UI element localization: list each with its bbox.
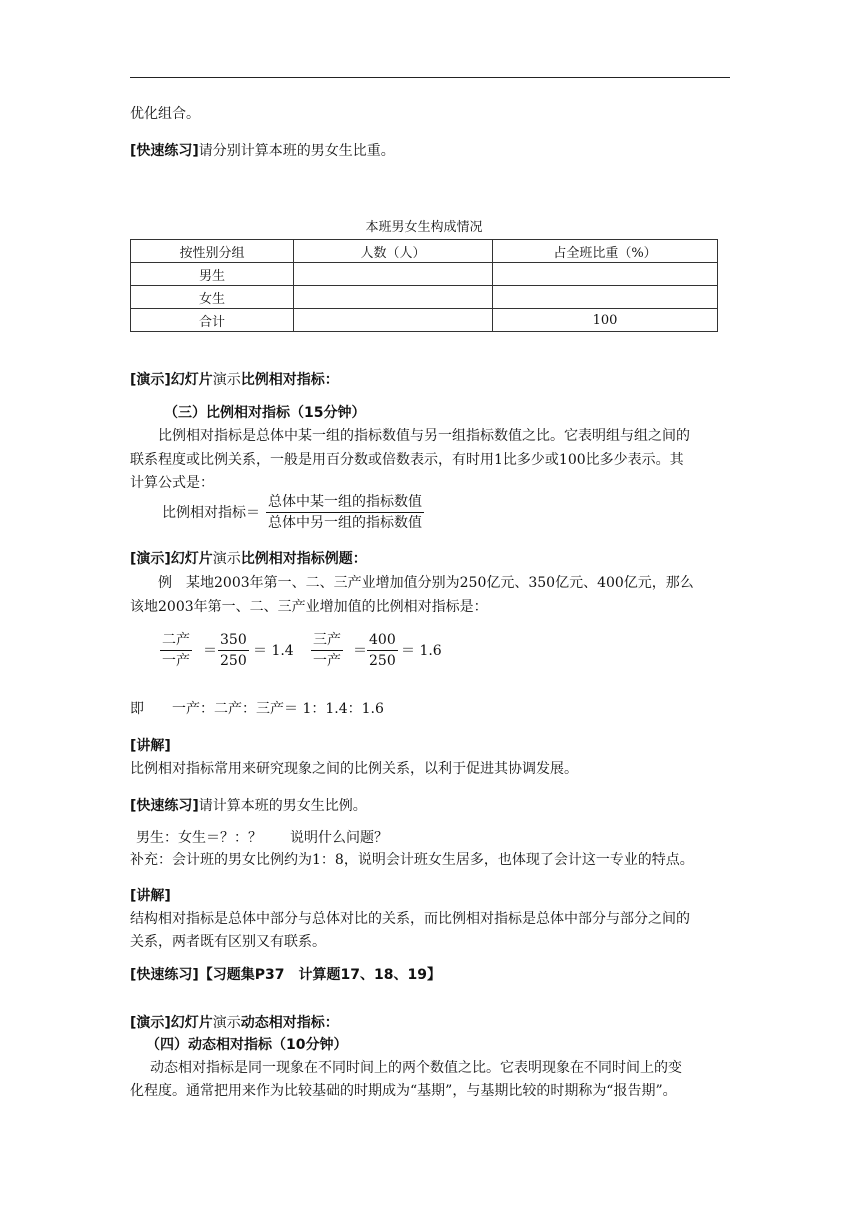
quick-practice-tag: [快速练习] xyxy=(130,143,199,159)
table-header-row xyxy=(131,240,718,263)
lecture-text: 关系，两者既有区别又有联系。 xyxy=(130,934,326,950)
calc-den: 250 xyxy=(369,653,396,669)
paragraph-line: 联系程度或比例关系，一般是用百分数或倍数表示，有时用1比多少或100比多少表示。其 xyxy=(130,452,684,468)
quick-practice-3 xyxy=(130,965,441,985)
paragraph-line: 化程度。通常把用来作为比较基础的时期成为“基期”，与基期比较的时期称为“报告期”。 xyxy=(130,1083,677,1099)
table-row xyxy=(131,309,718,332)
show-label: 演示 xyxy=(212,551,241,567)
quick-practice-text: 请分别计算本班的男女生比重。 xyxy=(198,143,395,159)
table-header-cell: 按性别分组 xyxy=(131,240,294,263)
demo-topic: 动态相对指标： xyxy=(240,1015,339,1031)
formula-numerator: 总体中某一组的指标数值 xyxy=(266,492,424,513)
calc-equals: ＝ xyxy=(353,643,367,659)
demo-line-3 xyxy=(130,1013,339,1033)
calc-num: 350 xyxy=(218,630,249,651)
table-cell: 男生 xyxy=(131,263,294,286)
show-label: 演示 xyxy=(212,1015,241,1031)
table-cell xyxy=(493,286,718,309)
lecture-text: 结构相对指标是总体中部分与总体对比的关系，而比例相对指标是总体中部分与部分之间的 xyxy=(130,911,690,927)
paragraph-line: 动态相对指标是同一现象在不同时间上的两个数值之比。它表明现象在不同时间上的变 xyxy=(150,1060,682,1076)
slide-label: 幻灯片 xyxy=(170,372,213,388)
slide-label: 幻灯片 xyxy=(170,551,213,567)
practice-question: 男生：女生＝？：？ 说明什么问题？ xyxy=(136,830,388,846)
example-line: 例 某地2003年第一、二、三产业增加值分别为250亿元、350亿元、400亿元，那么 xyxy=(158,575,694,591)
calc-fraction-label-2 xyxy=(311,630,343,671)
table-caption: 本班男女生构成情况 xyxy=(365,220,483,235)
demo-tag: [演示] xyxy=(130,551,171,567)
quick-practice-1 xyxy=(130,141,395,161)
demo-tag: [演示] xyxy=(130,1015,171,1031)
quick-practice-tag: [快速练习] xyxy=(130,798,199,814)
calc-den: 一产 xyxy=(313,653,341,669)
calc-den: 250 xyxy=(220,653,247,669)
demo-topic: 比例相对指标例题： xyxy=(240,551,367,567)
calc-equals: ＝ xyxy=(203,643,217,659)
table-cell xyxy=(493,263,718,286)
demo-topic: 比例相对指标： xyxy=(240,372,339,388)
paragraph-line: 比例相对指标是总体中某一组的指标数值与另一组指标数值之比。它表明组与组之间的 xyxy=(158,428,690,444)
table-cell: 100 xyxy=(493,309,718,332)
table-cell: 女生 xyxy=(131,286,294,309)
table-row xyxy=(131,263,718,286)
quick-practice-tag: [快速练习] xyxy=(130,967,199,983)
quick-practice-text: 请计算本班的男女生比例。 xyxy=(198,798,367,814)
section-heading-3: （三）比例相对指标（15分钟） xyxy=(164,405,366,421)
table-cell xyxy=(294,286,493,309)
table-cell xyxy=(294,263,493,286)
calc-fraction-value-2 xyxy=(367,630,398,671)
table-row xyxy=(131,286,718,309)
calc-den: 一产 xyxy=(162,653,190,669)
calc-fraction-label-1 xyxy=(160,630,192,671)
header-rule xyxy=(130,77,730,78)
formula-lhs: 比例相对指标＝ xyxy=(162,505,260,521)
demo-line-2 xyxy=(130,549,367,569)
formula-fraction xyxy=(266,492,424,533)
supplement-text: 补充：会计班的男女比例约为1：8，说明会计班女生居多，也体现了会计这一专业的特点。 xyxy=(130,852,694,868)
table-header-cell: 人数（人） xyxy=(294,240,493,263)
demo-line-1 xyxy=(130,370,339,390)
example-line: 该地2003年第一、二、三产业增加值的比例相对指标是： xyxy=(130,599,488,615)
exercise-reference: 【习题集P37 计算题17、18、19】 xyxy=(198,967,441,983)
calc-num: 三产 xyxy=(311,630,343,651)
show-label: 演示 xyxy=(212,372,241,388)
calc-result-1: ＝ 1.4 xyxy=(253,643,294,659)
slide-label: 幻灯片 xyxy=(170,1015,213,1031)
table-header-cell: 占全班比重（%） xyxy=(493,240,718,263)
calc-result-2: ＝ 1.6 xyxy=(401,643,442,659)
quick-practice-2 xyxy=(130,796,367,816)
lecture-tag: [讲解] xyxy=(130,738,171,754)
formula-denominator: 总体中另一组的指标数值 xyxy=(268,515,422,531)
paragraph-continuation: 优化组合。 xyxy=(130,106,200,122)
table-cell xyxy=(294,309,493,332)
lecture-tag: [讲解] xyxy=(130,888,171,904)
calc-num: 400 xyxy=(367,630,398,651)
demo-tag: [演示] xyxy=(130,372,171,388)
calc-fraction-value-1 xyxy=(218,630,249,671)
calc-num: 二产 xyxy=(160,630,192,651)
ratio-line: 即 一产：二产：三产＝ 1：1.4：1.6 xyxy=(130,701,384,717)
paragraph-line: 计算公式是： xyxy=(130,475,214,491)
lecture-text: 比例相对指标常用来研究现象之间的比例关系，以利于促进其协调发展。 xyxy=(130,761,578,777)
table-cell: 合计 xyxy=(131,309,294,332)
section-heading-4: （四）动态相对指标（10分钟） xyxy=(146,1037,348,1053)
gender-composition-table xyxy=(130,239,718,332)
